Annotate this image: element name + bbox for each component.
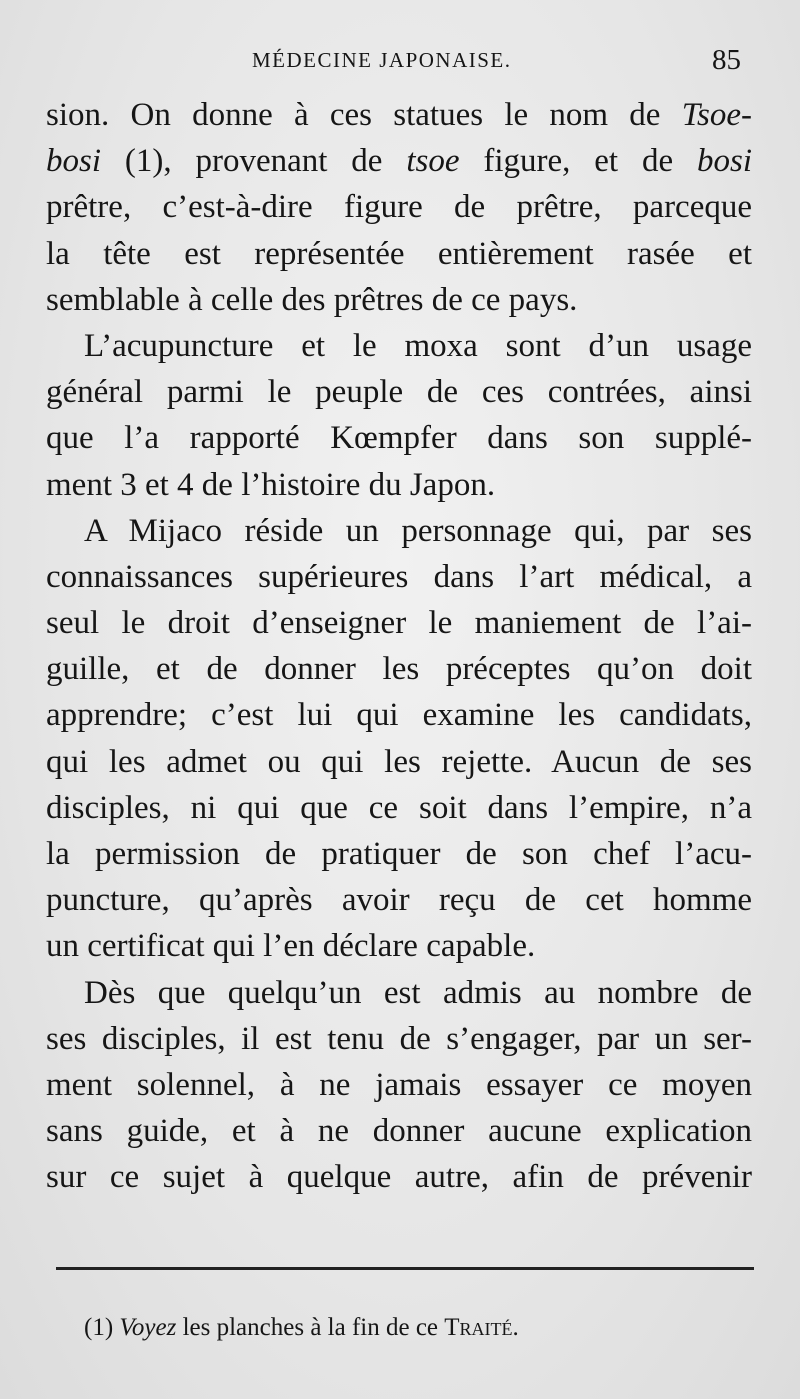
footnote-text: les planches à la fin de ce (176, 1314, 445, 1341)
text-line (46, 323, 752, 369)
text-segment: sion. On donne à ces statues le nom de (46, 97, 682, 133)
italic-term: Tsoe- (681, 97, 752, 133)
running-title: MÉDECINE JAPONAISE. (252, 48, 512, 72)
text-line (46, 1154, 752, 1200)
text-line (46, 692, 752, 738)
footnote-end: . (512, 1314, 519, 1341)
text-line (46, 831, 752, 877)
text-line (46, 600, 752, 646)
italic-term: bosi (46, 143, 102, 180)
text-segment: figure, et de (459, 143, 697, 180)
text-line (46, 508, 752, 554)
text-segment: la tête est représentée entièrement rasée et (46, 235, 752, 272)
text-line (46, 554, 752, 600)
footnote-italic-text: Voyez (119, 1314, 177, 1341)
text-segment: (1), provenant de (101, 143, 407, 180)
text-segment: sans guide, et à ne donner aucune explication (46, 1113, 752, 1150)
text-segment: apprendre; c’est lui qui examine les candidats, (46, 697, 752, 734)
text-line (46, 970, 752, 1016)
text-line (46, 184, 752, 230)
text-line (46, 415, 752, 461)
text-segment: A Mijaco réside un personnage qui, par ses (84, 512, 752, 549)
text-line (46, 1108, 752, 1154)
footnote-marker: (1) (84, 1314, 114, 1341)
text-segment: puncture, qu’après avoir reçu de cet homme (46, 882, 752, 919)
text-segment: seul le droit d’enseigner le maniement de l’ai- (46, 605, 752, 642)
text-line (46, 138, 752, 184)
text-line (46, 369, 752, 415)
text-segment: général parmi le peuple de ces contrées, ainsi (46, 374, 752, 411)
italic-term: tsoe (406, 143, 460, 180)
text-line (46, 785, 752, 831)
text-segment: qui les admet ou qui les rejette. Aucun de ses (46, 743, 752, 780)
text-segment: ses disciples, il est tenu de s’engager, par un ser- (46, 1020, 752, 1057)
text-segment: guille, et de donner les préceptes qu’on doit (46, 651, 752, 688)
body-text (46, 92, 752, 1201)
text-line (46, 739, 752, 785)
text-line (46, 877, 752, 923)
text-segment: Dès que quelqu’un est admis au nombre de (84, 974, 752, 1011)
page-number: 85 (712, 44, 741, 76)
footnote (84, 1314, 519, 1342)
text-line (46, 277, 752, 323)
text-segment: sur ce sujet à quelque autre, afin de prévenir (46, 1159, 752, 1196)
text-line (46, 462, 752, 508)
text-segment: la permission de pratiquer de son chef l’acu- (46, 836, 752, 872)
text-line (46, 923, 752, 969)
text-segment: disciples, ni qui que ce soit dans l’empire, n’a (46, 789, 752, 826)
footnote-smallcaps-text: Traité (444, 1314, 513, 1341)
text-segment: connaissances supérieures dans l’art médical, a (46, 558, 752, 595)
text-segment: ment 3 et 4 de l’histoire du Japon. (46, 466, 496, 503)
text-segment: que l’a rapporté Kœmpfer dans son supplé- (46, 420, 752, 457)
text-line (46, 231, 752, 277)
text-segment: prêtre, c’est-à-dire figure de prêtre, parceque (46, 189, 752, 226)
running-header (0, 44, 800, 80)
text-line (46, 92, 752, 138)
footnote-divider (56, 1267, 754, 1270)
text-line (46, 1062, 752, 1108)
text-segment: ment solennel, à ne jamais essayer ce moyen (46, 1066, 752, 1103)
text-line (46, 646, 752, 692)
text-segment: un certificat qui l’en déclare capable. (46, 928, 536, 965)
italic-term: bosi (696, 143, 752, 180)
text-segment: L’acupuncture et le moxa sont d’un usage (84, 327, 752, 364)
text-line (46, 1016, 752, 1062)
text-segment: semblable à celle des prêtres de ce pays. (46, 281, 578, 318)
